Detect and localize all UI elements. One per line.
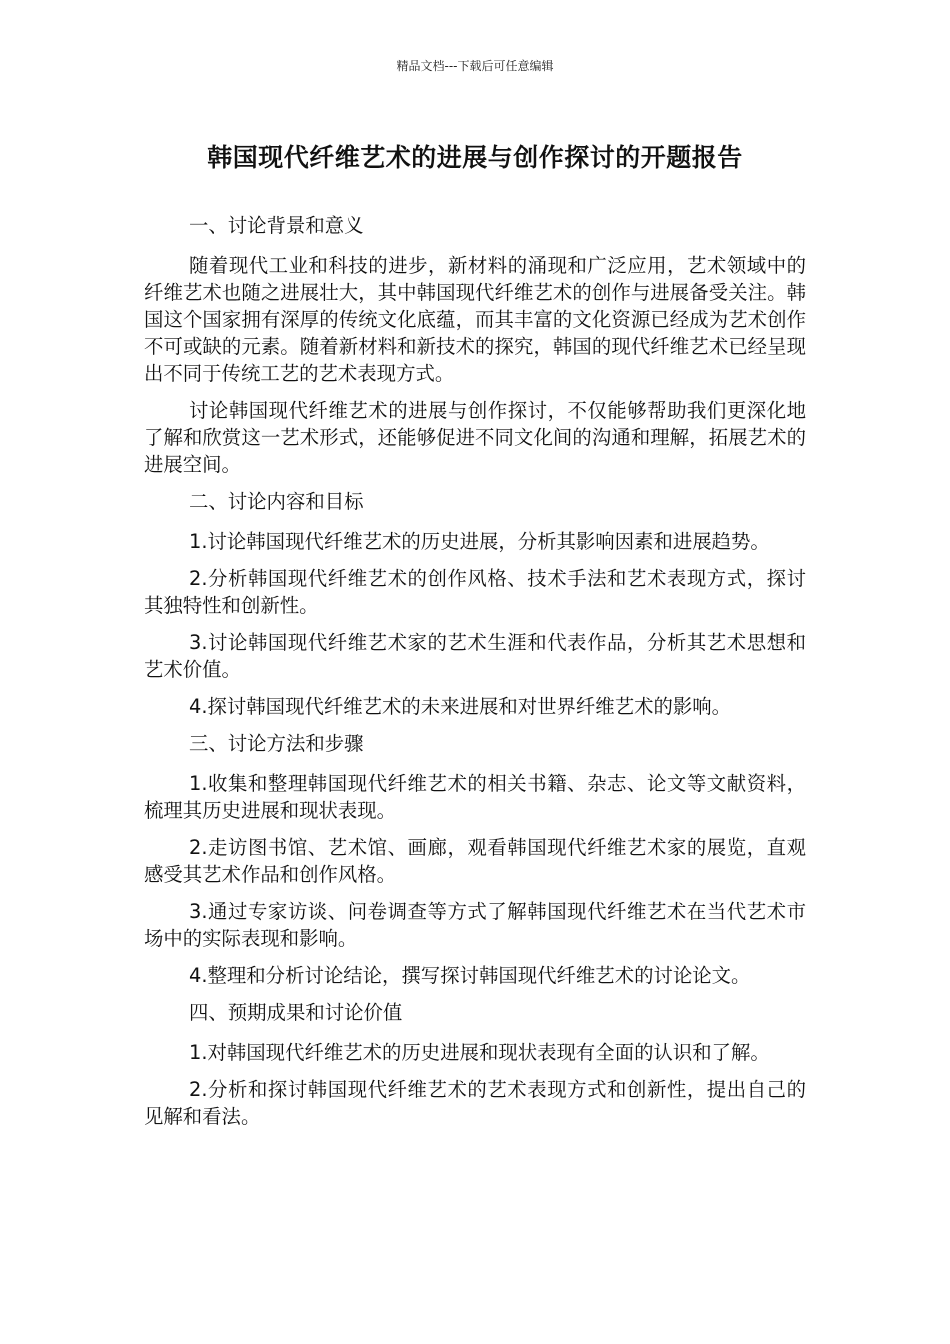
header-note: 精品文档---下载后可任意编辑 (396, 59, 554, 73)
paragraph-background-1: 随着现代工业和科技的进步，新材料的涌现和广泛应用，艺术领域中的纤维艺术也随之进展壮大，其中韩国现代纤维艺术的创作与进展备受关注。韩国这个国家拥有深厚的传统文化底蕴，而其丰富的文化资源已经成为艺术创作不可或缺的元素。随着新材料和新技术的探究，韩国的现代纤维艺术已经呈现出不同于传统工艺的艺术表现方式。 (144, 254, 806, 385)
list-item-outcomes-2: 2.分析和探讨韩国现代纤维艺术的艺术表现方式和创新性，提出自己的见解和看法。 (144, 1078, 806, 1128)
list-item-content-4: 4.探讨韩国现代纤维艺术的未来进展和对世界纤维艺术的影响。 (189, 695, 732, 718)
list-item-methods-2: 2.走访图书馆、艺术馆、画廊，观看韩国现代纤维艺术家的展览，直观感受其艺术作品和创作风格。 (144, 836, 806, 886)
list-item-content-3: 3.讨论韩国现代纤维艺术家的艺术生涯和代表作品，分析其艺术思想和艺术价值。 (144, 631, 806, 681)
list-item-methods-1: 1.收集和整理韩国现代纤维艺术的相关书籍、杂志、论文等文献资料，梳理其历史进展和现状表现。 (144, 772, 806, 822)
document-title: 韩国现代纤维艺术的进展与创作探讨的开题报告 (207, 143, 743, 172)
list-item-content-1: 1.讨论韩国现代纤维艺术的历史进展，分析其影响因素和进展趋势。 (189, 530, 770, 553)
paragraph-background-2: 讨论韩国现代纤维艺术的进展与创作探讨，不仅能够帮助我们更深化地了解和欣赏这一艺术形式，还能够促进不同文化间的沟通和理解，拓展艺术的进展空间。 (144, 399, 806, 476)
document-body (144, 212, 806, 1140)
list-item-methods-4: 4.整理和分析讨论结论，撰写探讨韩国现代纤维艺术的讨论论文。 (189, 964, 751, 987)
section-heading-methods: 三、讨论方法和步骤 (189, 732, 364, 755)
section-heading-background: 一、讨论背景和意义 (189, 214, 364, 237)
section-heading-content: 二、讨论内容和目标 (189, 490, 364, 513)
list-item-outcomes-1: 1.对韩国现代纤维艺术的历史进展和现状表现有全面的认识和了解。 (189, 1041, 770, 1064)
section-heading-outcomes: 四、预期成果和讨论价值 (189, 1001, 403, 1024)
list-item-content-2: 2.分析韩国现代纤维艺术的创作风格、技术手法和艺术表现方式，探讨其独特性和创新性。 (144, 567, 806, 617)
list-item-methods-3: 3.通过专家访谈、问卷调查等方式了解韩国现代纤维艺术在当代艺术市场中的实际表现和影响。 (144, 900, 806, 950)
